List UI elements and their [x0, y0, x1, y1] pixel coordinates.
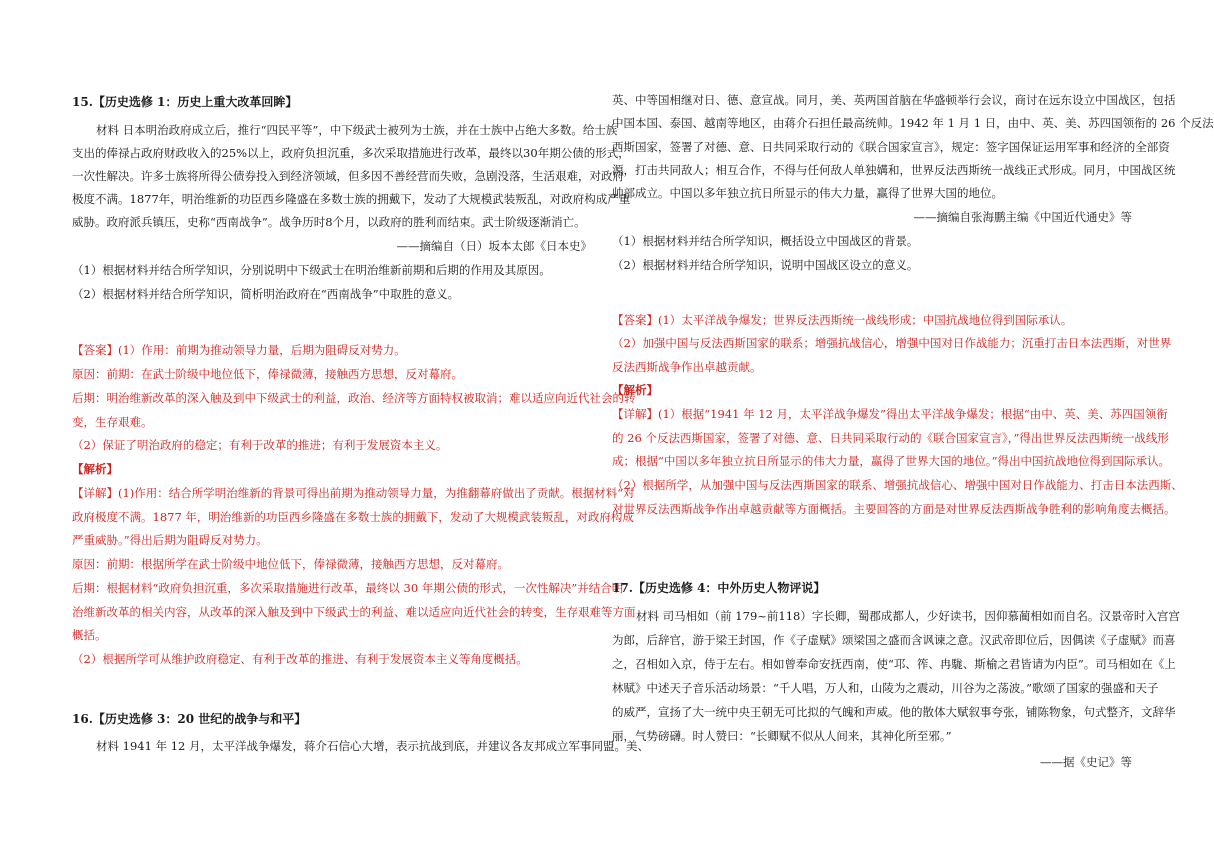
- q15-question-2: （2）根据材料并结合所学知识，简析明治政府在“西南战争”中取胜的意义。: [72, 287, 460, 301]
- q16-material-line: 中国本国、泰国、越南等地区，由蒋介石担任最高统帅。1942 年 1 月 1 日，由中、英、美、苏四国领衔的 26 个反法: [612, 116, 1214, 130]
- q15-material-line: 材料 日本明治政府成立后，推行“四民平等”，中下级武士被列为士族，并在士族中占绝大多数。给士族: [96, 123, 618, 137]
- q17-material-line: 丽，气势磅礴。时人赞曰：“长卿赋不似从人间来，其神化所至邪。”: [612, 729, 952, 743]
- q15-answer-line: 后期：明治维新改革的深入触及到中下级武士的利益，政治、经济等方面特权被取消；难以适应向近代社会的转: [72, 391, 636, 405]
- q16-material-line: 源，打击共同敌人；相互合作，不得与任何敌人单独媾和，世界反法西斯统一战线正式形成。同月，中国战区统: [612, 163, 1176, 177]
- q16-material-line: 材料 1941 年 12 月，太平洋战争爆发，蒋介石信心大增，表示抗战到底，并建议各友邦成立军事同盟。美、: [96, 739, 650, 753]
- q16-material-line: 英、中等国相继对日、德、意宣战。同月，美、英两国首脑在华盛顿举行会议，商讨在远东设立中国战区，包括: [612, 93, 1176, 107]
- q15-material-line: 极度不满。1877年，明治维新的功臣西乡隆盛在多数士族的拥戴下，发动了大规模武装叛乱，对政府构成严重: [72, 192, 631, 206]
- q17-material-line: 林赋》中述天子音乐活动场景：“千人唱，万人和，山陵为之震动，川谷为之荡波。”歌颂了国家的强盛和天子: [612, 681, 1159, 695]
- q16-question-1: （1）根据材料并结合所学知识，概括设立中国战区的背景。: [612, 234, 919, 248]
- q17-material-line: 之，召相如入京，侍于左右。相如曾奉命安抚西南，使“邛、筰、冉駹、斯榆之君皆请为内臣”。司马相如在《上: [612, 657, 1176, 671]
- q15-detail-line: 严重威胁。”得出后期为阻碍反对势力。: [72, 533, 268, 547]
- q16-detail-line: 对世界反法西斯战争作出卓越贡献等方面概括。主要回答的方面是对世界反法西斯战争胜利的影响角度去概括。: [612, 502, 1176, 516]
- q15-detail-line: （2）根据所学可从维护政府稳定、有利于改革的推进、有利于发展资本主义等角度概括。: [72, 652, 528, 666]
- q17-material-line: 材料 司马相如（前 179~前118）字长卿，蜀郡成都人，少好读书，因仰慕蔺相如而自名。汉景帝时入宫宫: [636, 609, 1180, 623]
- q16-source: ——摘编自张海鹏主编《中国近代通史》等: [913, 210, 1132, 224]
- q17-material-line: 为郎，后辞官，游于梁王封国，作《子虚赋》颂梁国之盛而含讽谏之意。汉武帝即位后，因偶读《子虚赋》而喜: [612, 633, 1176, 647]
- q15-material-line: 威胁。政府派兵镇压，史称“西南战争”。战争历时8个月，以政府的胜利而结束。武士阶级逐渐消亡。: [72, 215, 586, 229]
- q15-analysis-label: 【解析】: [72, 462, 118, 476]
- q15-detail-line: 原因：前期：根据所学在武士阶级中地位低下，俸禄微薄，接触西方思想，反对幕府。: [72, 557, 509, 571]
- q17-source: ——据《史记》等: [1040, 755, 1132, 769]
- q16-answer-line: 【答案】(1）太平洋战争爆发；世界反法西斯统一战线形成；中国抗战地位得到国际承认。: [612, 313, 1073, 327]
- q15-detail-line: 后期：根据材料“政府负担沉重，多次采取措施进行改革，最终以 30 年期公债的形式，一次性解决”并结合明: [72, 581, 624, 595]
- q15-detail-line: 治维新改革的相关内容，从改革的深入触及到中下级武士的利益、难以适应向近代社会的转变，生存艰难等方面: [72, 605, 636, 619]
- q16-answer-line: （2）加强中国与反法西斯国家的联系；增强抗战信心，增强中国对日作战能力；沉重打击日本法西斯，对世界: [612, 336, 1172, 350]
- q16-answer-line: 反法西斯战争作出卓越贡献。: [612, 360, 762, 374]
- q16-detail-line: 成；根据“中国以多年独立抗日所显示的伟大力量，赢得了世界大国的地位。”得出中国抗战地位得到国际承认。: [612, 454, 1171, 468]
- q15-answer-line: （2）保证了明治政府的稳定；有利于改革的推进；有利于发展资本主义。: [72, 438, 448, 452]
- q15-detail-line: 【详解】(1)作用：结合所学明治维新的背景可得出前期为推动领导力量，为推翻幕府做出了贡献。根据材料“对: [72, 486, 635, 500]
- q15-source: ——摘编自（日）坂本太郎《日本史》: [396, 239, 592, 253]
- q16-detail-line: （2）根据所学，从加强中国与反法西斯国家的联系、增强抗战信心、增强中国对日作战能力、打击日本法西斯、: [612, 478, 1183, 492]
- q15-question-1: （1）根据材料并结合所学知识，分别说明中下级武士在明治维新前期和后期的作用及其原因。: [72, 263, 551, 277]
- q15-material-line: 支出的俸禄占政府财政收入的25%以上，政府负担沉重，多次采取措施进行改革，最终以30年期公债的形式，: [72, 146, 630, 160]
- q17-title: 17.【历史选修 4：中外历史人物评说】: [612, 581, 826, 595]
- q16-material-line: 帅部成立。中国以多年独立抗日所显示的伟大力量，赢得了世界大国的地位。: [612, 186, 1003, 200]
- q15-title: 15.【历史选修 1：历史上重大改革回眸】: [72, 95, 298, 109]
- q15-answer-line: 【答案】(1）作用：前期为推动领导力量，后期为阻碍反对势力。: [72, 343, 406, 357]
- q16-material-line: 西斯国家，签署了对德、意、日共同采取行动的《联合国家宣言》，规定：签字国保证运用军事和经济的全部资: [612, 140, 1170, 154]
- q16-detail-line: 的 26 个反法西斯国家，签署了对德、意、日共同采取行动的《联合国家宣言》，”得出世界反法西斯统一战线形: [612, 431, 1169, 445]
- q16-analysis-label: 【解析】: [612, 383, 658, 397]
- q15-answer-line: 原因：前期：在武士阶级中地位低下，俸禄微薄，接触西方思想，反对幕府。: [72, 367, 463, 381]
- q15-detail-line: 政府极度不满。1877 年，明治维新的功臣西乡隆盛在多数士族的拥戴下，发动了大规模武装叛乱，对政府构成: [72, 510, 634, 524]
- q16-title: 16.【历史选修 3：20 世纪的战争与和平】: [72, 712, 307, 726]
- q15-material-line: 一次性解决。许多士族将所得公债券投入到经济领域，但多因不善经营而失败，急剧没落，生活艰难，对政府: [72, 169, 624, 183]
- q16-detail-line: 【详解】(1）根据“1941 年 12 月，太平洋战争爆发”得出太平洋战争爆发；根据“由中、英、美、苏四国领衔: [612, 407, 1168, 421]
- q15-answer-line: 变，生存艰难。: [72, 415, 153, 429]
- q17-material-line: 的威严，宣扬了大一统中央王朝无可比拟的气魄和声威。他的散体大赋叙事夸张，铺陈物象，句式整齐，文辞华: [612, 705, 1176, 719]
- q16-question-2: （2）根据材料并结合所学知识，说明中国战区设立的意义。: [612, 258, 919, 272]
- q15-detail-line: 概括。: [72, 628, 107, 642]
